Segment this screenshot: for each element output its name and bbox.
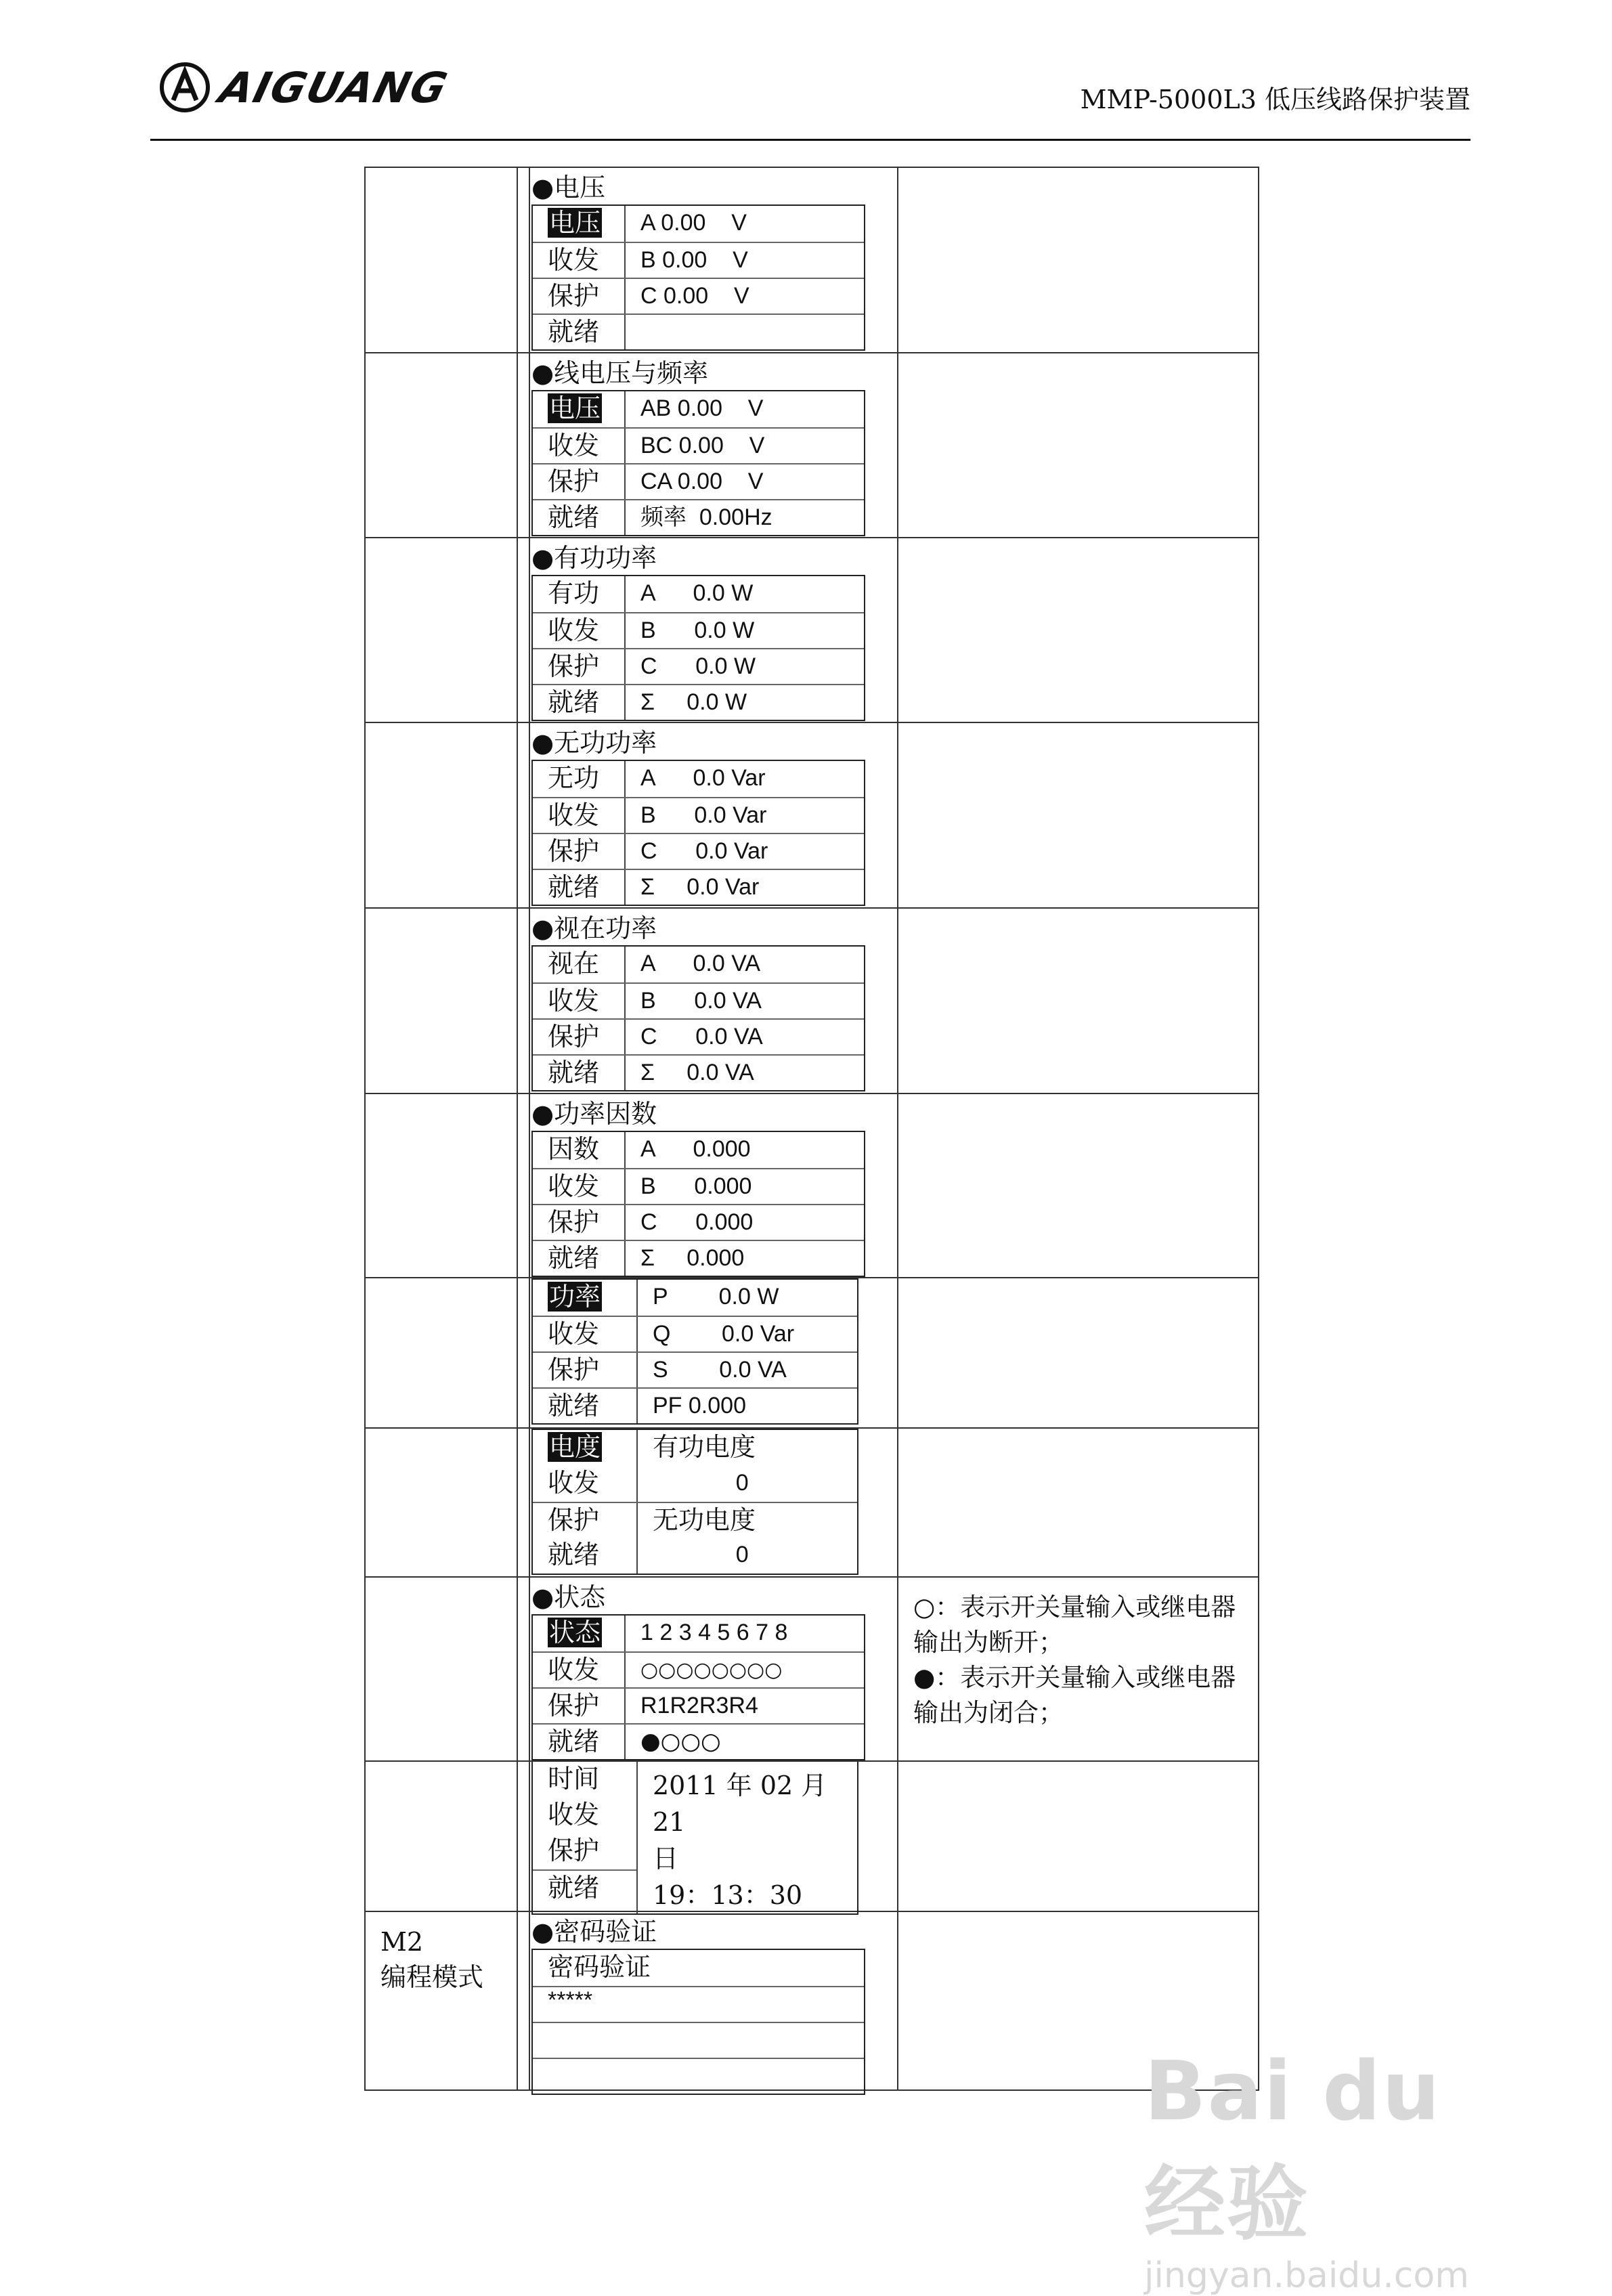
lcd-screen: 有功 A 0.0 W 收发 B 0.0 W 保护 C 0.0 W 就绪 Σ 0.0 W [531, 575, 865, 721]
section-title: ●有功功率 [531, 543, 657, 573]
lcd-screen: 电度 有功电度 收发 0 保护 无功电度 就绪 0 [531, 1429, 858, 1575]
section-title: ●功率因数 [531, 1099, 657, 1129]
section-title: ●线电压与频率 [531, 358, 709, 388]
lcd-screen: 功率 P 0.0 W 收发 Q 0.0 Var 保护 S 0.0 VA 就绪 PF 0.000 [531, 1278, 858, 1425]
section-title: ●密码验证 [531, 1917, 657, 1947]
table-row [366, 722, 1258, 907]
table-row [366, 1760, 1258, 1911]
brand-logo [158, 57, 454, 118]
watermark-url: jingyan.baidu.com [1144, 2255, 1469, 2296]
document-title: MMP-5000L3 低压线路保护装置 [1080, 85, 1471, 114]
table-row [366, 1576, 1258, 1760]
table-row [366, 352, 1258, 537]
watermark-logo: Bai du 经验 [1144, 2045, 1441, 2251]
menu-table [364, 167, 1259, 2091]
status-note: ○：表示开关量输入或继电器输出为断开； ●：表示开关量输入或继电器输出为闭合； [913, 1593, 1236, 1727]
section-title: ●电压 [531, 173, 606, 202]
lcd-screen: 电压 AB 0.00 V 收发 BC 0.00 V 保护 CA 0.00 V 就绪 频率 0.00Hz [531, 390, 865, 536]
watermark [1144, 2045, 1523, 2296]
datetime-value: 2011 年 02 月 21 日 19：13：30 [653, 1771, 827, 1910]
lcd-screen: 视在 A 0.0 VA 收发 B 0.0 VA 保护 C 0.0 VA 就绪 Σ 0.0 VA [531, 945, 865, 1091]
section-title: ●无功功率 [531, 728, 657, 758]
aiguang-logo-icon [158, 61, 211, 114]
page-header [150, 54, 1471, 141]
lcd-screen: 状态 1 2 3 4 5 6 7 8 收发 ○○○○○○○○ 保护 R1R2R3R4 就绪 ●○○○ [531, 1614, 865, 1760]
table-row [366, 1911, 1258, 2089]
lcd-screen: 电压 A 0.00 V 收发 B 0.00 V 保护 C 0.00 V 就绪 [531, 204, 865, 351]
mode-label: M2 编程模式 [380, 1927, 484, 1992]
logo-wordmark: AIGUANG [214, 62, 454, 112]
table-row [366, 1277, 1258, 1427]
lcd-screen: 因数 A 0.000 收发 B 0.000 保护 C 0.000 就绪 Σ 0.000 [531, 1131, 865, 1277]
table-row [366, 537, 1258, 722]
table-row [366, 1427, 1258, 1576]
table-row [366, 1093, 1258, 1277]
lcd-screen: 时间 收发 保护 就绪 2011 年 02 月 21 日 19：13：30 [531, 1762, 858, 1915]
lcd-screen: 密码验证 ***** [531, 1949, 865, 2095]
section-title: ●状态 [531, 1582, 606, 1612]
section-title: ●视在功率 [531, 913, 657, 943]
password-field[interactable]: ***** [548, 1987, 593, 2013]
table-row [366, 168, 1258, 352]
table-row [366, 907, 1258, 1093]
lcd-screen: 无功 A 0.0 Var 收发 B 0.0 Var 保护 C 0.0 Var 就绪 Σ 0.0 Var [531, 760, 865, 906]
